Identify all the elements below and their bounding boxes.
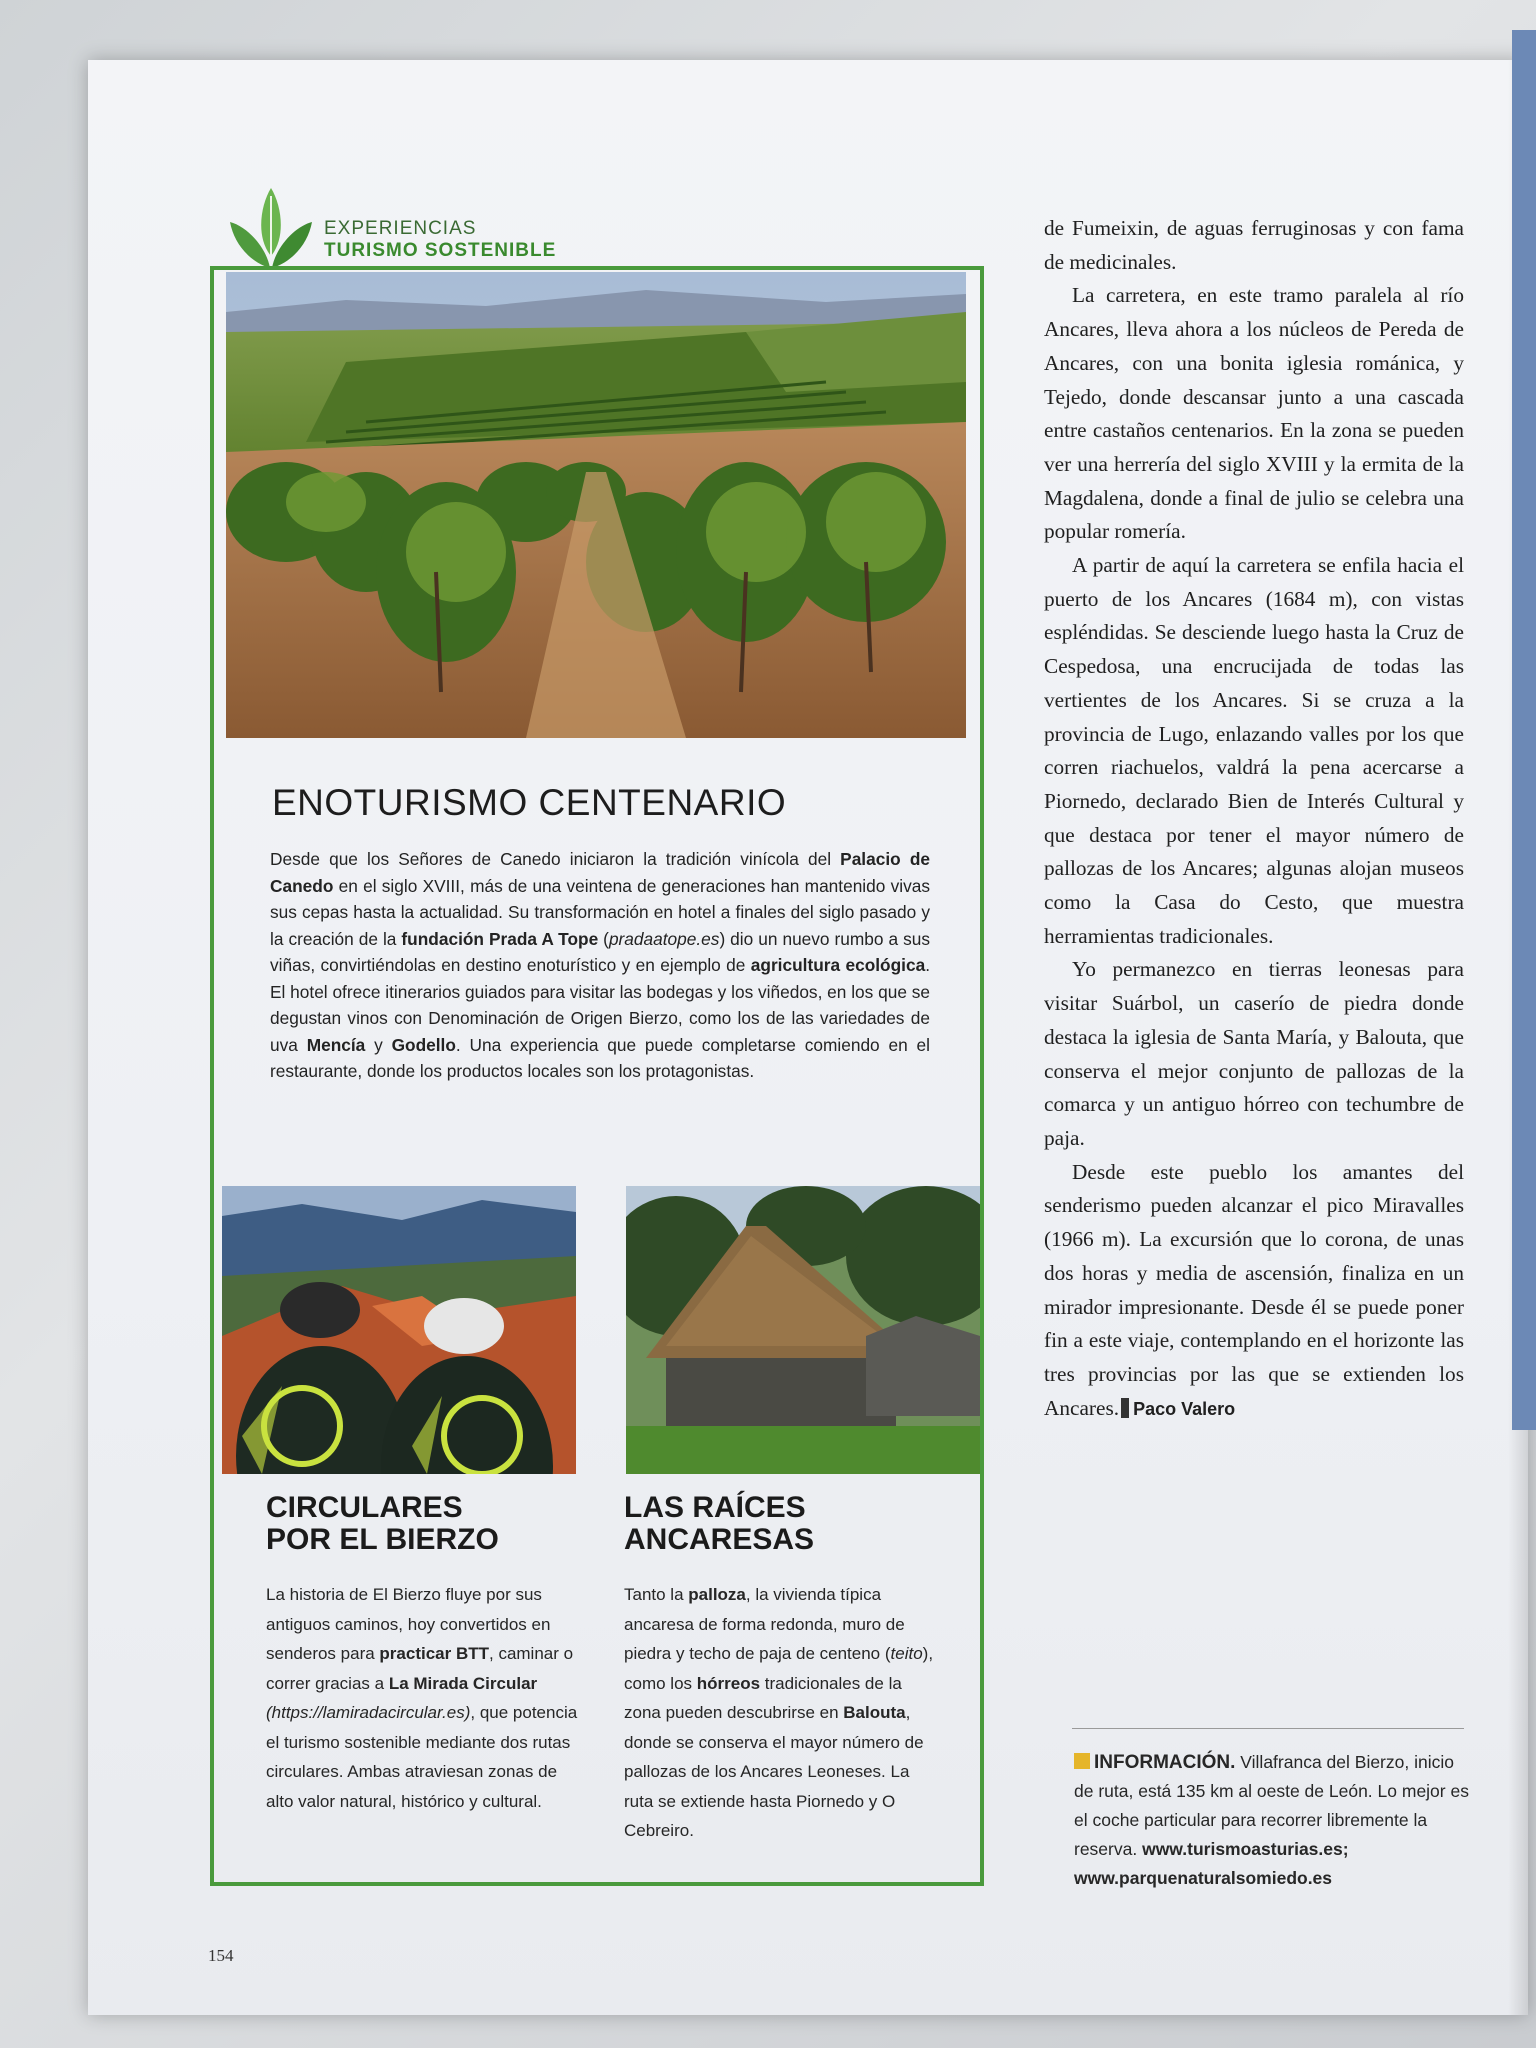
raices-body: Tanto la palloza, la vivienda típica ancaresa de forma redonda, muro de piedra y techo de paja de centeno (teito), como los hórreos tradicionales de la zona pueden descubrirse en Balouta, donde se conserva el mayor número de pallozas de los Ancares Leoneses. La ruta se extiende hasta Piornedo y O Cebreiro.: [624, 1585, 934, 1840]
byline: Paco Valero: [1133, 1398, 1236, 1419]
section-label: EXPERIENCIAS: [324, 218, 477, 239]
raices-title: LAS RAÍCES ANCARESAS: [624, 1491, 815, 1556]
info-text: Villafranca del Bierzo, inicio de ruta, está 135 km al oeste de León. Lo mejor es el coche particular para recorrer libremente la reserva.: [1074, 1752, 1469, 1859]
info-links[interactable]: www.turismoasturias.es; www.parquenaturalsomiedo.es: [1074, 1839, 1349, 1888]
leaf-icon: [226, 186, 316, 270]
circulares-body: La historia de El Bierzo fluye por sus antiguos caminos, hoy convertidos en senderos para practicar BTT, caminar o correr gracias a La Mirada Circular (https://lamiradacircular.es), que potencia el turismo sostenible mediante dos rutas circulares. Ambas atraviesan zonas de alto valor natural, histórico y cultural.: [266, 1585, 578, 1811]
byline-marker: [1121, 1398, 1129, 1418]
next-page-edge: [1512, 30, 1536, 1430]
page-number: 154: [208, 1946, 234, 1965]
info-box: [1074, 1748, 1474, 1893]
circulares-title: CIRCULARES POR EL BIERZO: [266, 1491, 499, 1556]
section-header: [226, 186, 646, 268]
palloza-photo: [626, 1186, 980, 1474]
article-paragraph: de Fumeixin, de aguas ferruginosas y con fama de medicinales.: [1044, 216, 1464, 274]
article-paragraph: La carretera, en este tramo paralela al río Ancares, lleva ahora a los núcleos de Pereda de Ancares, con una bonita iglesia románica, y Tejedo, donde descansar junto a una cascada entre castaños centenarios. En la zona se pueden ver una herrería del siglo XVIII y la ermita de la Magdalena, donde a final de julio se celebra una popular romería.: [1044, 283, 1464, 544]
feature-body: Desde que los Señores de Canedo iniciaron la tradición vinícola del Palacio de Canedo en el siglo XVIII, más de una veintena de generaciones han mantenido vivas sus cepas hasta la actualidad. Su transformación en hotel a finales del siglo pasado y la creación de la fundación Prada A Tope (pradaatope.es) dio un nuevo rumbo a sus viñas, convirtiéndolas en destino enoturístico y en ejemplo de agricultura ecológica. El hotel ofrece itinerarios guiados para visitar las bodegas y los viñedos, en los que se degustan vinos con Denominación de Origen Bierzo, como los de las variedades de uva Mencía y Godello. Una experiencia que puede completarse comiendo en el restaurante, donde los productos locales son los protagonistas.: [270, 849, 931, 1081]
info-square-icon: [1074, 1753, 1090, 1769]
article-paragraph: Desde este pueblo los amantes del senderismo pueden alcanzar el pico Miravalles (1966 m). La excursión que lo corona, de unas dos horas y media de ascensión, finaliza en un mirador impresionante. Desde él se puede poner fin a este viaje, contemplando en el horizonte las tres provincias por las que se extienden los Ancares. Paco Valero: [1044, 1159, 1464, 1420]
article-paragraph: A partir de aquí la carretera se enfila hacia el puerto de los Ancares (1684 m), con vistas espléndidas. Se desciende luego hasta la Cruz de Cespedosa, una encrucijada de todas las vertientes de los Ancares. Si se cruza a la provincia de Lugo, enlazando valles por los que corren riachuelos, valdrá la pena acercarse a Piornedo, declarado Bien de Interés Cultural y que destaca por tener el mayor número de pallozas de los Ancares; algunas alojan museos como la Casa do Cesto, que muestra herramientas tradicionales.: [1044, 553, 1464, 948]
feature-title: ENOTURISMO CENTENARIO: [272, 782, 787, 823]
article-paragraph: Yo permanezco en tierras leonesas para visitar Suárbol, un caserío de piedra donde destaca la iglesia de Santa María, y Balouta, que conserva el mejor conjunto de pallozas de la comarca y un antiguo hórreo con techumbre de paja.: [1044, 957, 1464, 1150]
section-subtitle: TURISMO SOSTENIBLE: [324, 240, 557, 261]
article-column: [1044, 212, 1464, 1426]
info-label: INFORMACIÓN.: [1094, 1752, 1236, 1773]
info-divider: [1072, 1728, 1464, 1729]
cyclists-photo: [222, 1186, 576, 1474]
vineyard-photo: [226, 272, 966, 738]
